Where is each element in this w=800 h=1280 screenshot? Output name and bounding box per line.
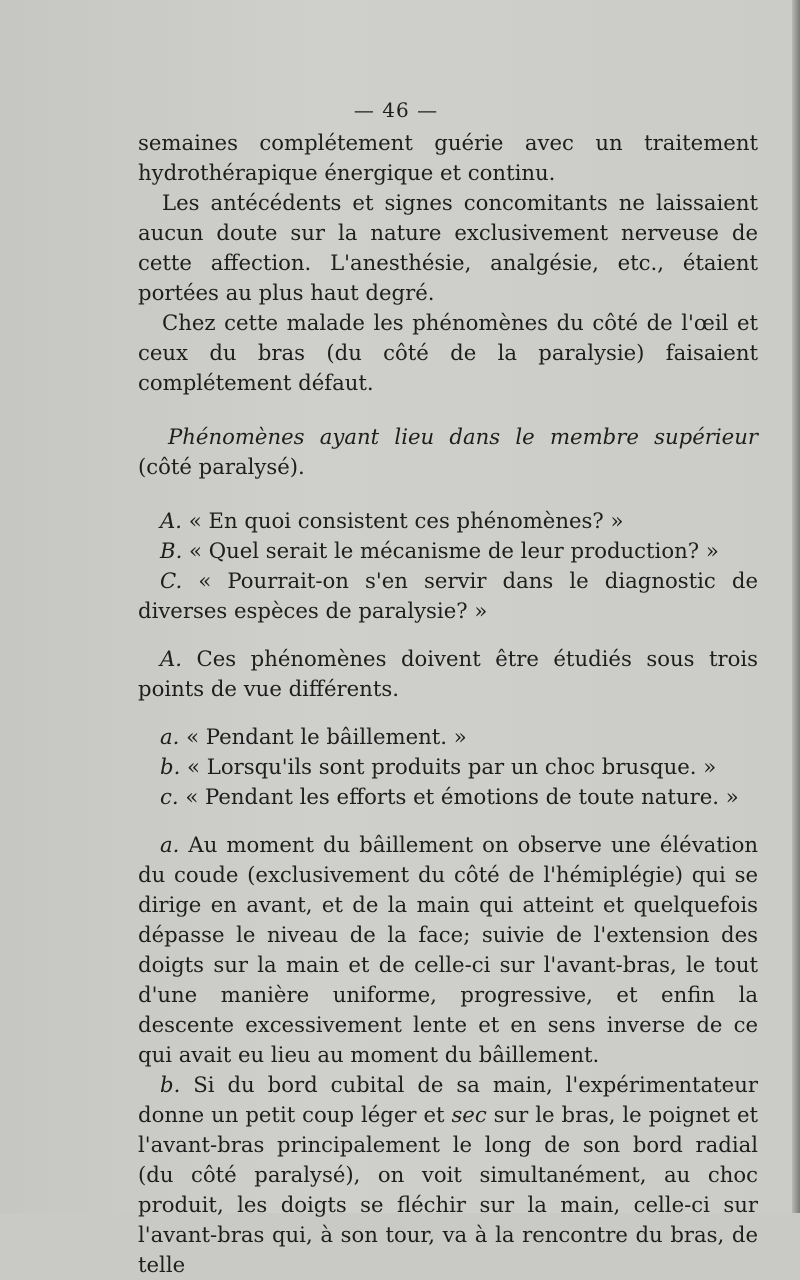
question-b (138, 536, 758, 566)
section-heading (138, 422, 758, 482)
section-heading-italic: Phénomènes ayant lieu dans le membre supérieur (168, 424, 758, 449)
page-edge-shadow (792, 0, 800, 1213)
question-a-text: « En quoi consistent ces phénomènes? » (182, 508, 624, 533)
sub-item-b-text: « Lorsqu'ils sont produits par un choc brusque. » (180, 754, 717, 779)
paragraph-shock-italic-word: sec (451, 1102, 487, 1127)
sub-item-b-letter: b. (160, 754, 181, 779)
paragraph-eye-arm: Chez cette malade les phénomènes du côté de l'œil et ceux du bras (du côté de la paralysie) faisaient complétement défaut. (138, 310, 758, 395)
paragraph-shock-letter: b. (160, 1072, 181, 1097)
paragraph-shock-text-1: Si du bord cubital de sa main, l'expérimentateur donne un petit coup léger et (138, 1072, 758, 1127)
question-a (138, 506, 758, 536)
paragraph-continuation: semaines complétement guérie avec un traitement hydrothérapique énergique et continu. (138, 130, 758, 185)
question-a-letter: A. (160, 508, 183, 533)
answer-a-letter: A. (160, 646, 183, 671)
sub-item-a-letter: a. (160, 724, 180, 749)
sub-item-a (138, 722, 758, 752)
question-b-letter: B. (160, 538, 183, 563)
paragraph-shock (138, 1070, 758, 1280)
sub-item-b (138, 752, 758, 782)
paragraph-antecedents: Les antécédents et signes concomitants ne laissaient aucun doute sur la nature exclusivement nerveuse de cette affection. L'anesthésie, analgésie, etc., étaient portées au plus haut degré. (138, 190, 758, 305)
question-c-letter: C. (160, 568, 183, 593)
sub-item-a-text: « Pendant le bâillement. » (179, 724, 467, 749)
sub-item-c-letter: c. (160, 784, 179, 809)
section-heading-rest: (côté paralysé). (138, 454, 305, 479)
answer-a-text: Ces phénomènes doivent être étudiés sous trois points de vue différents. (138, 646, 758, 701)
answer-a (138, 644, 758, 704)
paragraph-yawning (138, 830, 758, 1070)
paragraph-yawning-text: Au moment du bâillement on observe une élévation du coude (exclusivement du côté de l'hémiplégie) qui se dirige en avant, et de la main qui atteint et quelquefois dépasse le niveau de la face; suivie de l'extension des doigts sur la main et de celle-ci sur l'avant-bras, le tout d'une manière uniforme, progressive, et enfin la descente excessivement lente et en sens inverse de ce qui avait eu lieu au moment du bâillement. (138, 832, 758, 1067)
sub-item-c (138, 782, 758, 812)
page-body (138, 128, 758, 1280)
question-c (138, 566, 758, 626)
paragraph-yawning-letter: a. (160, 832, 180, 857)
page-number: — 46 — (353, 98, 439, 122)
sub-item-c-text: « Pendant les efforts et émotions de toute nature. » (178, 784, 739, 809)
question-b-text: « Quel serait le mécanisme de leur production? » (182, 538, 719, 563)
paragraph-shock-text-2: sur le bras, le poignet et l'avant-bras principalement le long de son bord radial (du côté paralysé), on voit simultanément, au choc produit, les doigts se fléchir sur la main, celle-ci sur l'avant-bras qui, à son tour, va à la rencontre du bras, de telle (138, 1102, 758, 1277)
question-c-text: « Pourrait-on s'en servir dans le diagnostic de diverses espèces de paralysie? » (138, 568, 758, 623)
